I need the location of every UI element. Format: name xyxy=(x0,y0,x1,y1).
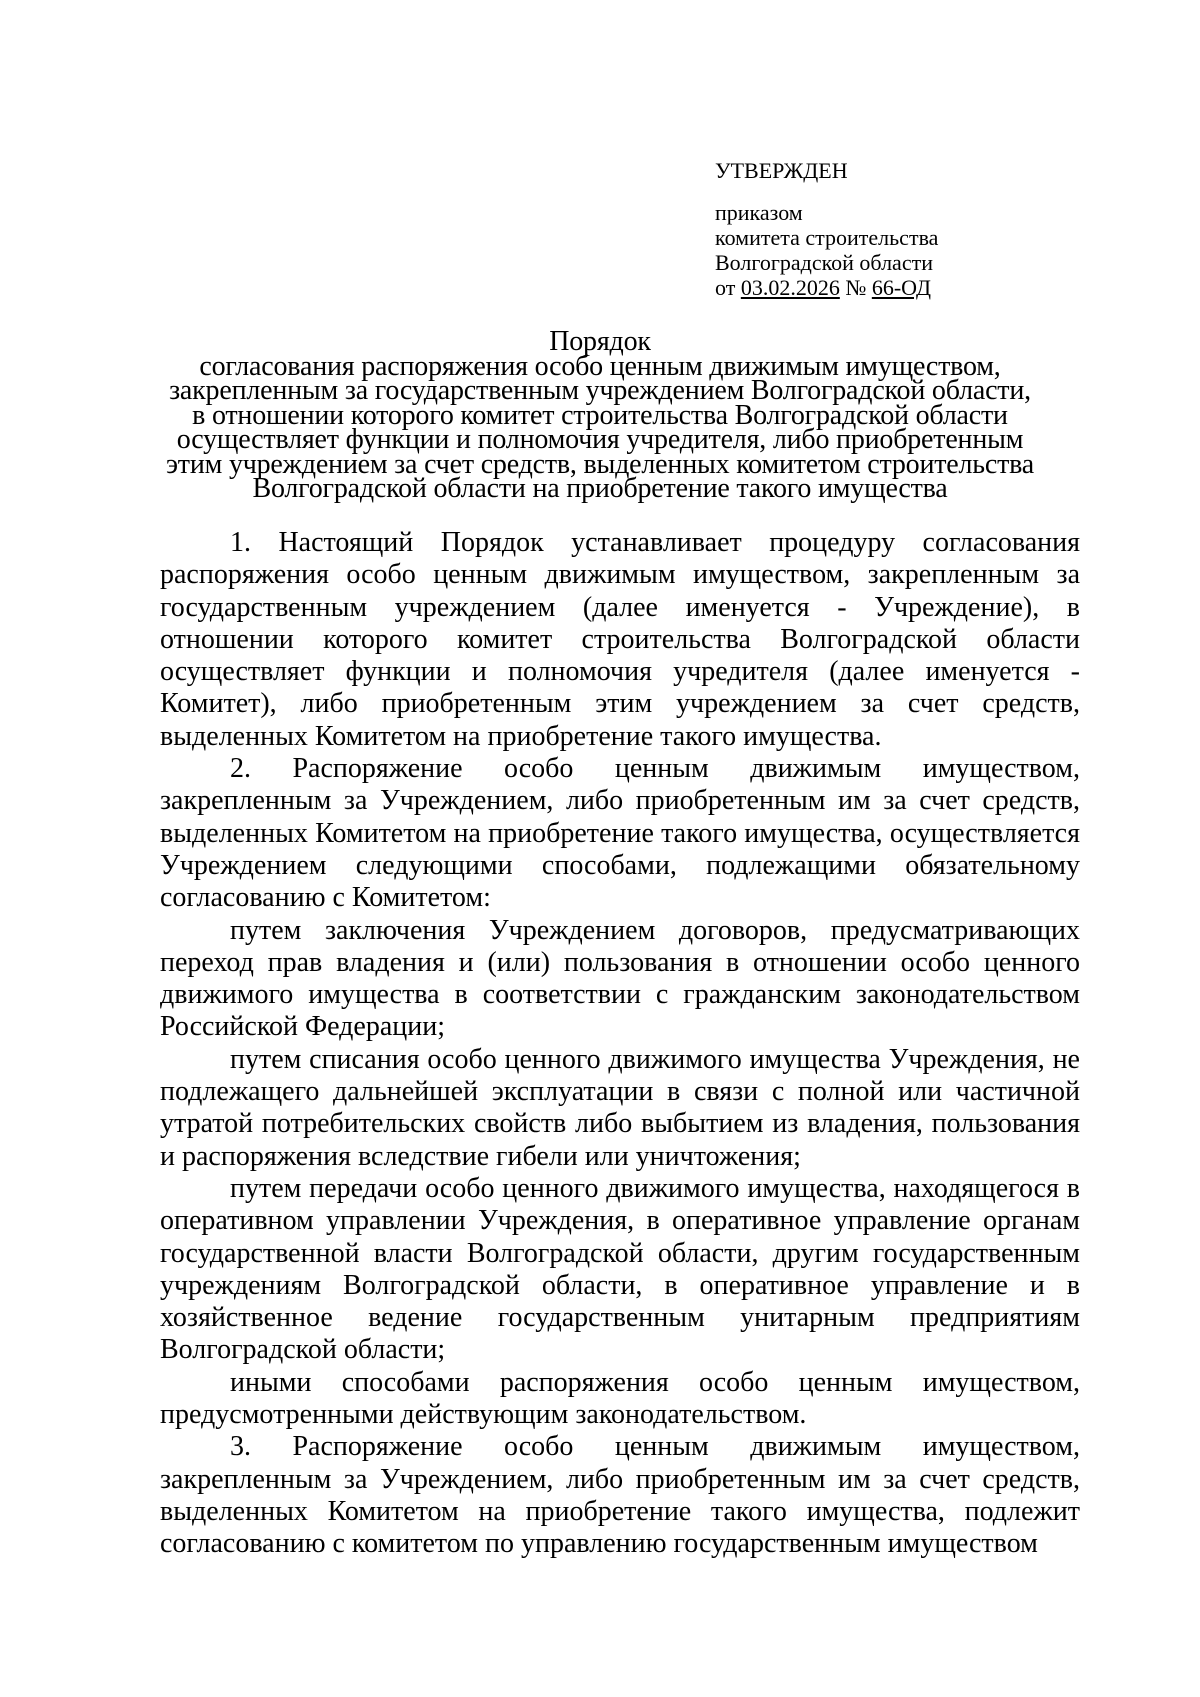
paragraph-2: 2. Распоряжение особо ценным движимым имуществом, закрепленным за Учреждением, либо приобретенным им за счет средств, выделенных Комитетом на приобретение такого имущества, осуществляется Учреждением следующими способами, подлежащими обязательному согласованию с Комитетом: xyxy=(160,753,1080,914)
document-title xyxy=(120,326,1080,504)
title-line: этим учреждением за счет средств, выделенных комитетом строительства xyxy=(165,448,1035,480)
paragraph-2-item-other: иными способами распоряжения особо ценным имуществом, предусмотренными действующим законодательством. xyxy=(160,1366,1080,1431)
approval-date-prefix: от xyxy=(715,275,741,300)
title-line: согласования распоряжения особо ценным движимым имуществом, xyxy=(199,350,1001,382)
approval-number-prefix: № xyxy=(839,275,872,300)
approval-line-order: приказом xyxy=(715,200,803,225)
title-line: закрепленным за государственным учреждением Волгоградской области, xyxy=(169,375,1031,406)
title-line: Волгоградской области на приобретение такого имущества xyxy=(252,473,948,504)
paragraph-2-item-transfer: путем передачи особо ценного движимого имущества, находящегося в оперативном управлении Учреждения, в оперативное управление органам государственной власти Волгоградской области, другим государственным учреждениям Волгоградской области, в оперативное управление и в хозяйственное ведение государственным унитарным предприятиям Волгоградской области; xyxy=(160,1172,1080,1366)
approval-line-region: Волгоградской области xyxy=(715,250,933,275)
paragraph-2-item-write-off: путем списания особо ценного движимого имущества Учреждения, не подлежащего дальнейшей эксплуатации в связи с полной или частичной утратой потребительских свойств либо выбытием из владения, пользования и распоряжения вследствие гибели или уничтожения; xyxy=(160,1043,1080,1172)
approval-line-committee: комитета строительства xyxy=(715,225,939,250)
title-line: осуществляет функции и полномочия учредителя, либо приобретенным xyxy=(176,424,1024,455)
approval-stamp xyxy=(715,158,1115,300)
paragraph-3: 3. Распоряжение особо ценным движимым имуществом, закрепленным за Учреждением, либо приобретенным им за счет средств, выделенных Комитетом на приобретение такого имущества, подлежит согласованию с комитетом по управлению государственным имуществом xyxy=(160,1431,1080,1560)
paragraph-2-item-contracts: путем заключения Учреждением договоров, предусматривающих переход прав владения и (или) пользования в отношении особо ценного движимого имущества в соответствии с гражданским законодательством Российской Федерации; xyxy=(160,914,1080,1043)
approval-number: 66-ОД xyxy=(871,275,931,300)
title-word: Порядок xyxy=(549,326,651,357)
title-line: в отношении которого комитет строительства Волгоградской области xyxy=(192,399,1008,431)
document-body xyxy=(160,527,1080,1561)
approval-date: 03.02.2026 xyxy=(740,275,840,300)
paragraph-1: 1. Настоящий Порядок устанавливает процедуру согласования распоряжения особо ценным движимым имуществом, закрепленным за государственным учреждением (далее именуется - Учреждение), в отношении которого комитет строительства Волгоградской области осуществляет функции и полномочия учредителя (далее именуется - Комитет), либо приобретенным этим учреждением за счет средств, выделенных Комитетом на приобретение такого имущества. xyxy=(160,527,1080,752)
approval-heading: УТВЕРЖДЕН xyxy=(715,158,848,183)
approval-date-line xyxy=(715,275,1115,300)
